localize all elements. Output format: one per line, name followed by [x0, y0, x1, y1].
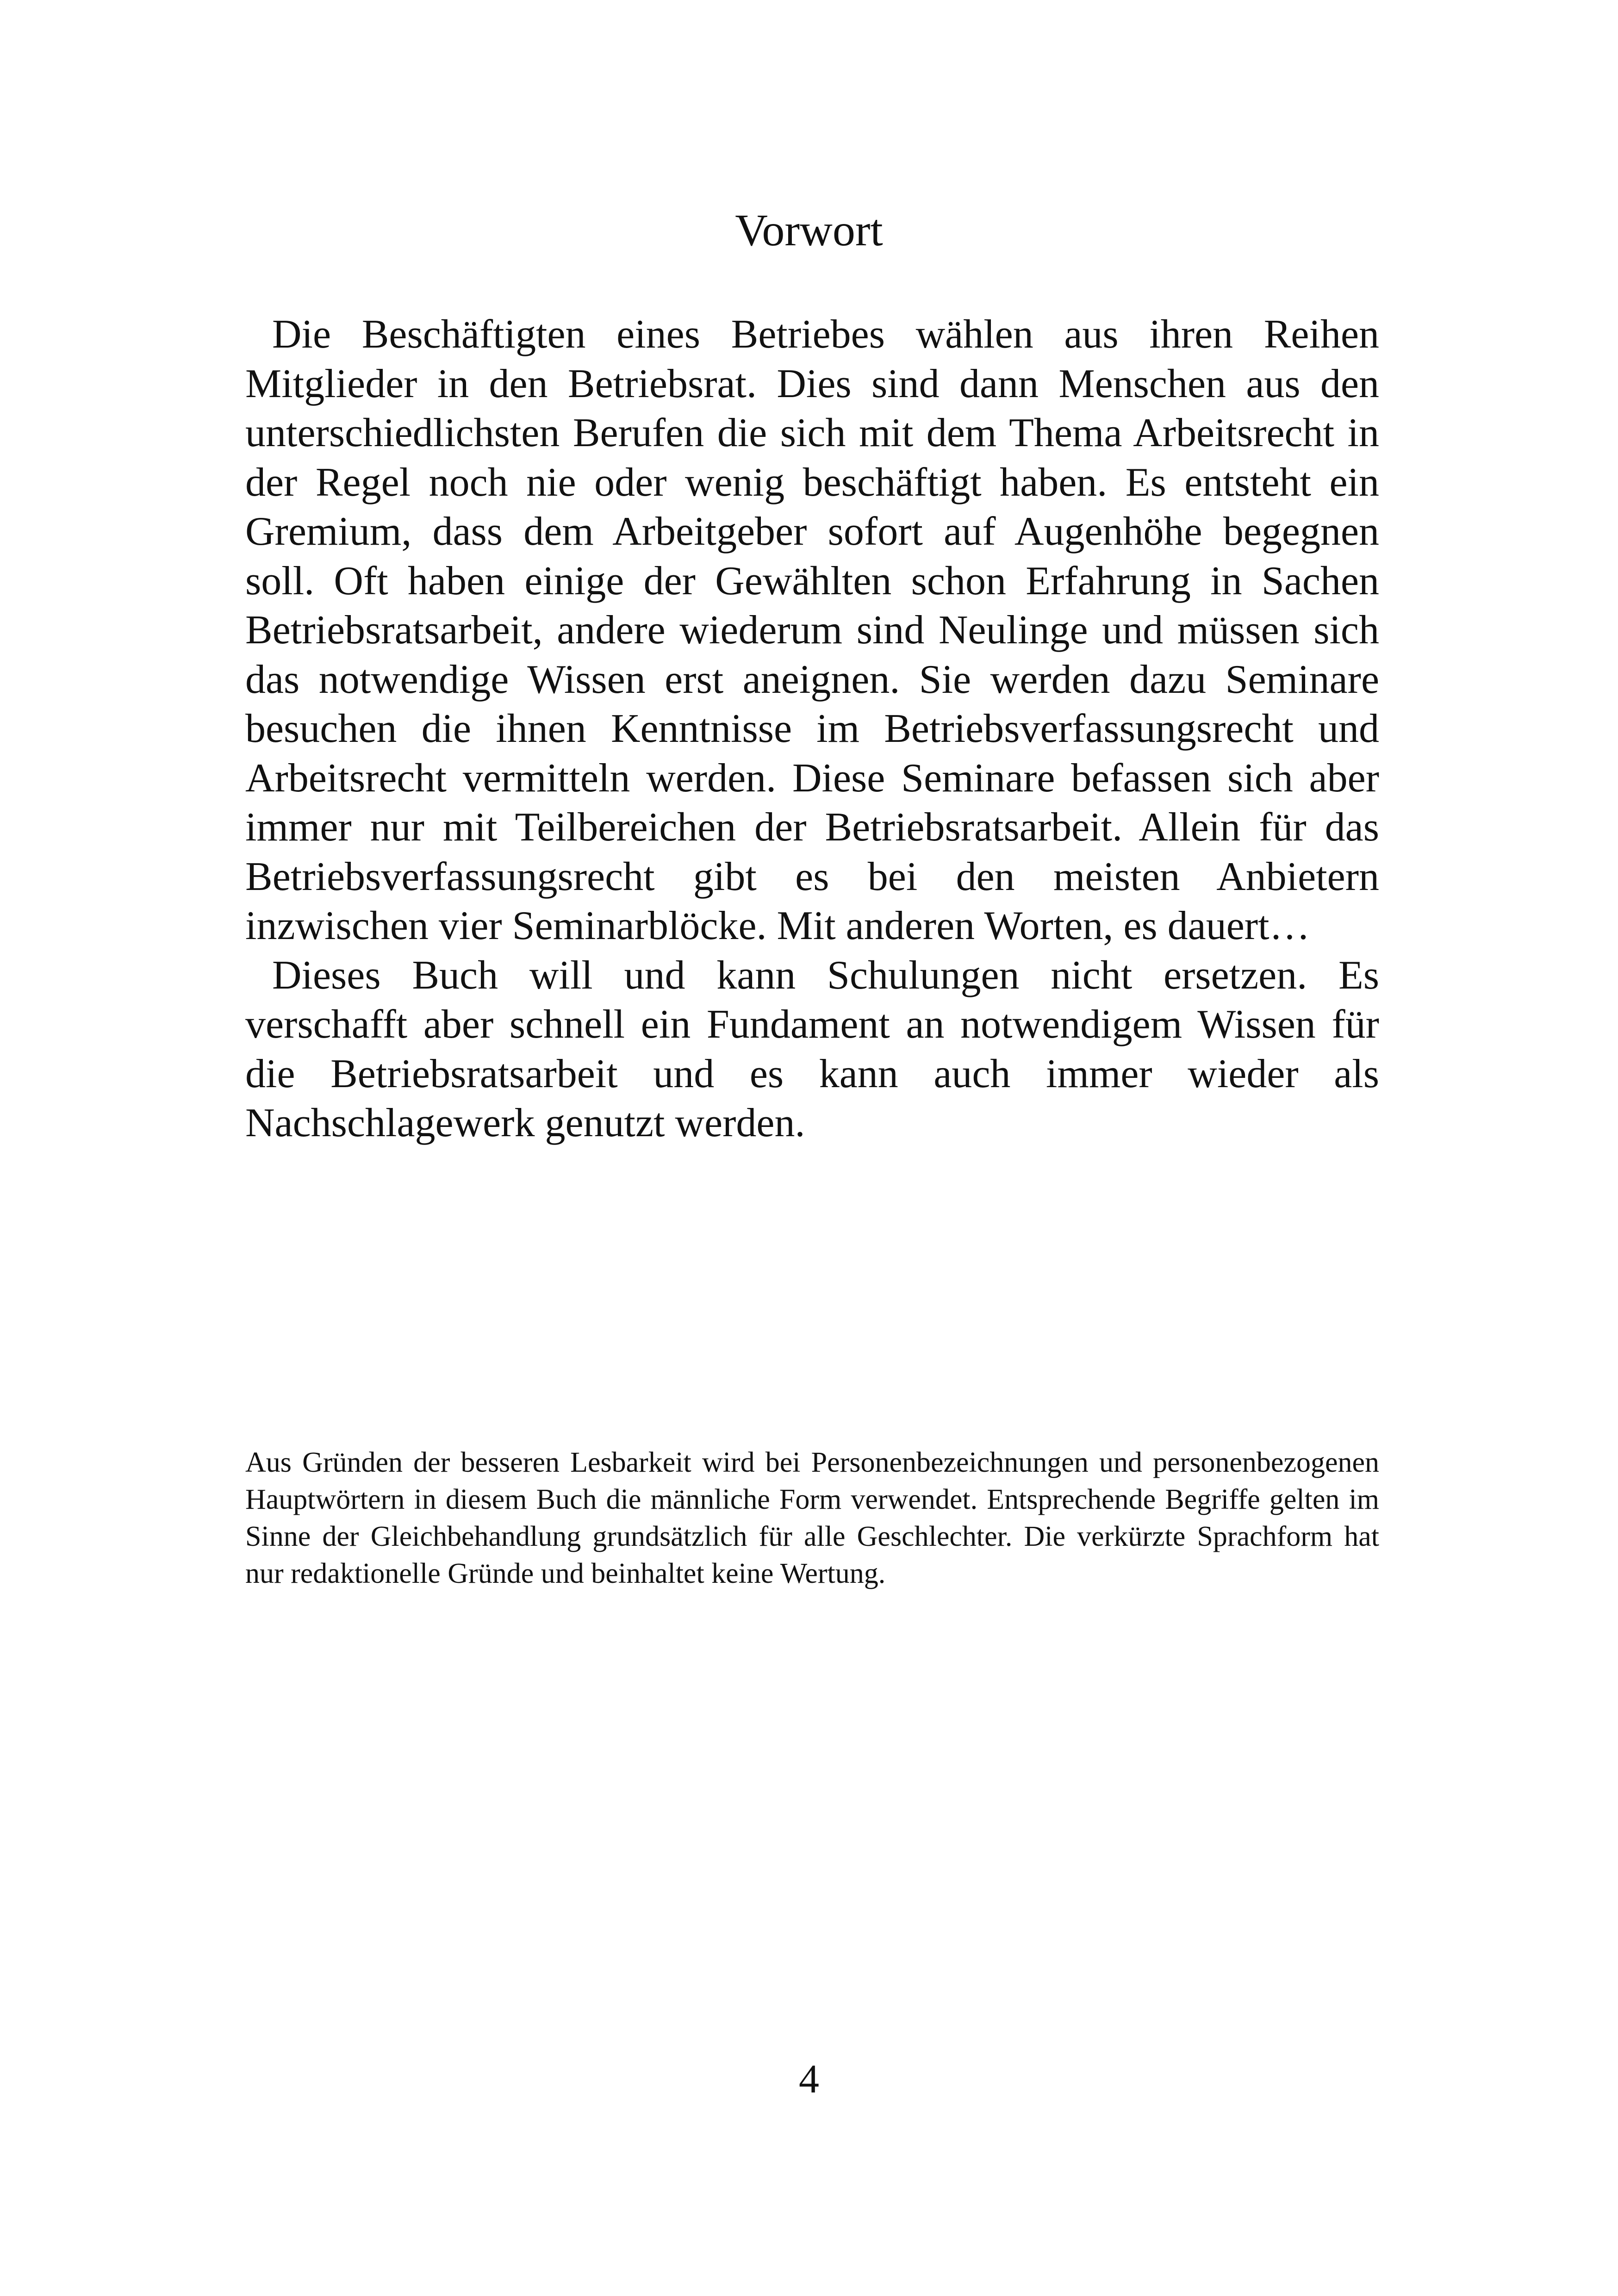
paragraph: Die Beschäftigten eines Betriebes wählen aus ihren Reihen Mitglieder in den Betriebsrat. Dies sind dann Menschen aus den unterschiedlichsten Berufen die sich mit dem Thema Arbeitsrecht in der Regel noch nie oder wenig beschäftigt haben. Es entsteht ein Gremium, dass dem Arbeitgeber sofort auf Augenhöhe begegnen soll. Oft haben einige der Gewählten schon Erfahrung in Sachen Betriebsratsarbeit, andere wiederum sind Neulinge und müssen sich das notwendige Wissen erst aneignen. Sie werden dazu Seminare besuchen die ihnen Kenntnisse im Betriebsverfassungsrecht und Arbeitsrecht vermitteln werden. Diese Seminare befassen sich aber immer nur mit Teilbereichen der Betriebsratsarbeit. Allein für das Betriebsverfassungsrecht gibt es bei den meisten Anbietern inzwischen vier Seminarblöcke. Mit anderen Worten, es dauert…: [245, 312, 1379, 948]
footnote: Aus Gründen der besseren Lesbarkeit wird bei Personenbezeichnungen und personenbezogenen Hauptwörtern in diesem Buch die männliche Form verwendet. Entsprechende Begriffe gelten im Sinne der Gleichbehandlung grundsätzlich für alle Geschlechter. Die verkürzte Sprachform hat nur redaktionelle Gründe und beinhaltet keine Wertung.: [245, 1447, 1379, 1589]
page-number: 4: [799, 2057, 819, 2102]
paragraph: Dieses Buch will und kann Schulungen nicht ersetzen. Es verschafft aber schnell ein Fundament an notwendigem Wissen für die Betriebsratsarbeit und es kann auch immer wieder als Nachschlagewerk genutzt werden.: [245, 952, 1379, 1145]
page-title: Vorwort: [735, 205, 883, 255]
body-text: [245, 310, 1379, 1148]
